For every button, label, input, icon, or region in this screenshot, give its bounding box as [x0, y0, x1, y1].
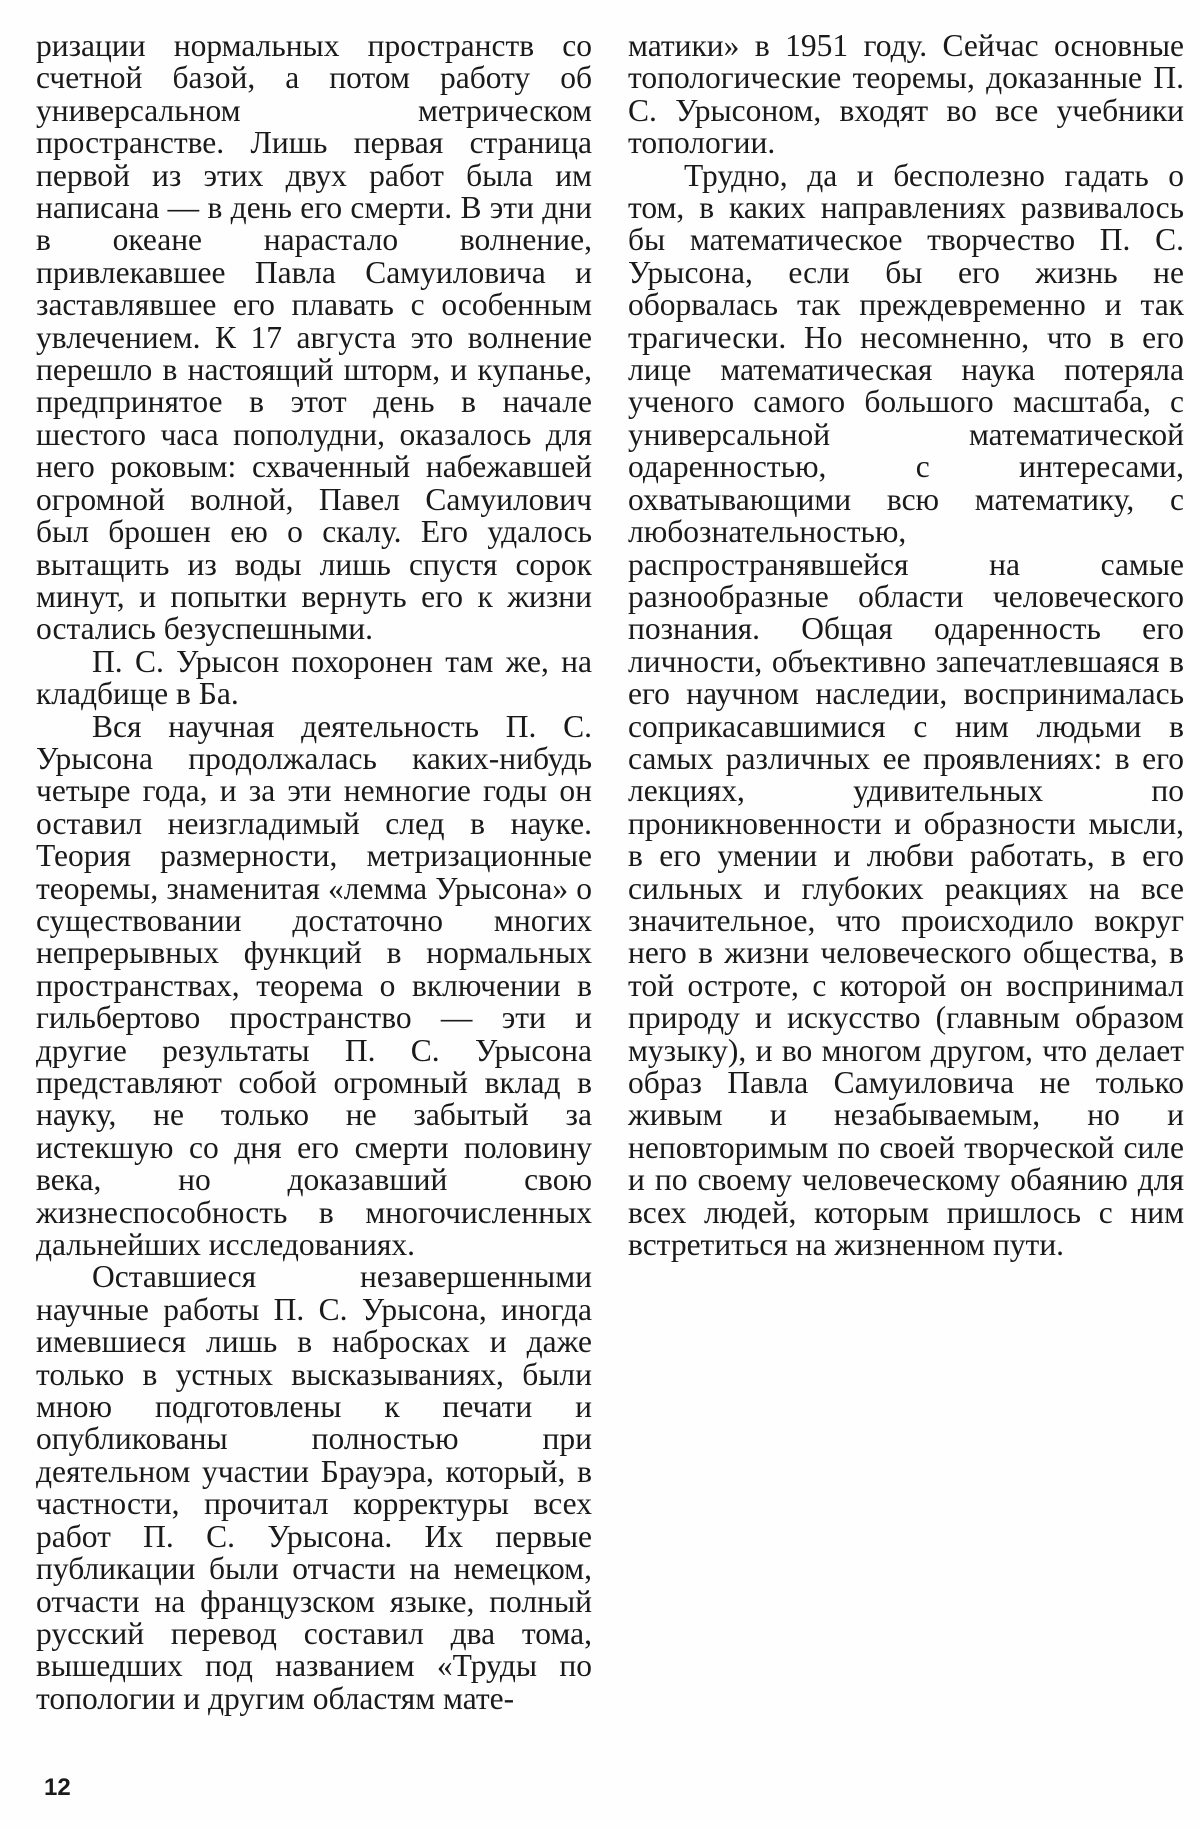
- paragraph: матики» в 1951 году. Сейчас основные топологические теоремы, доказанные П. С. Урысоном, входят во все учебники топологии.: [628, 28, 1184, 161]
- paragraph: Трудно, да и бесполезно гадать о том, в каких направлениях развивалось бы математическое творчество П. С. Урысона, если бы его жизнь не оборвалась так преждевременно и так трагически. Но несомненно, что в его лице математическая наука потеряла ученого самого большого масштаба, с универсальной математической одаренностью, с интересами, охватывающими всю математику, с любознательностью, распространявшейся на самые разнообразные области человеческого познания. Общая одаренность его личности, объективно запечатлевшаяся в его научном наследии, воспринималась соприкасавшимися с ним людьми в самых различных ее проявлениях: в его лекциях, удивительных по проникновенности и образности мысли, в его умении и любви работать, в его сильных и глубоких реакциях на все значительное, что происходило вокруг него в жизни человеческого общества, в той остроте, с которой он воспринимал природу и искусство (главным образом музыку), и во многом другом, что делает образ Павла Самуиловича не только живым и незабываемым, но и неповторимым по своей творческой силе и по своему человеческому обаянию для всех людей, которым пришлось с ним встретиться на жизненном пути.: [628, 157, 1184, 1263]
- paragraph: П. С. Урысон похоронен там же, на кладбище в Ба.: [36, 643, 592, 712]
- left-column: [36, 30, 592, 1715]
- right-column: [628, 30, 1184, 1261]
- paragraph: Вся научная деятельность П. С. Урысона продолжалась каких-нибудь четыре года, и за эти немногие годы он оставил неизгладимый след в науке. Теория размерности, метризационные теоремы, знаменитая «лемма Урысона» о существовании достаточно многих непрерывных функций в нормальных пространствах, теорема о включении в гильбертово пространство — эти и другие результаты П. С. Урысона представляют собой огромный вклад в науку, не только не забытый за истекшую со дня его смерти половину века, но доказавший свою жизнеспособность в многочисленных дальнейших исследованиях.: [36, 708, 592, 1263]
- paragraph: Оставшиеся незавершенными научные работы П. С. Урысона, иногда имевшиеся лишь в набросках и даже только в устных высказываниях, были мною подготовлены к печати и опубликованы полностью при деятельном участии Брауэра, который, в частности, прочитал корректуры всех работ П. С. Урысона. Их первые публикации были отчасти на немецком, отчасти на французском языке, полный русский перевод составил два тома, вышедших под названием «Труды по топологии и другим областям мате-: [36, 1259, 592, 1716]
- page-number: 12: [44, 1774, 71, 1801]
- paragraph: ризации нормальных пространств со счетной базой, а потом работу об универсальном метрическом пространстве. Лишь первая страница первой из этих двух работ была им написана — в день его смерти. В эти дни в океане нарастало волнение, привлекавшее Павла Самуиловича и заставлявшее его плавать с особенным увлечением. К 17 августа это волнение перешло в настоящий шторм, и купанье, предпринятое в этот день в начале шестого часа пополудни, оказалось для него роковым: схваченный набежавшей огромной волной, Павел Самуилович был брошен ею о скалу. Его удалось вытащить из воды лишь спустя сорок минут, и попытки вернуть его к жизни остались безуспешными.: [36, 28, 592, 647]
